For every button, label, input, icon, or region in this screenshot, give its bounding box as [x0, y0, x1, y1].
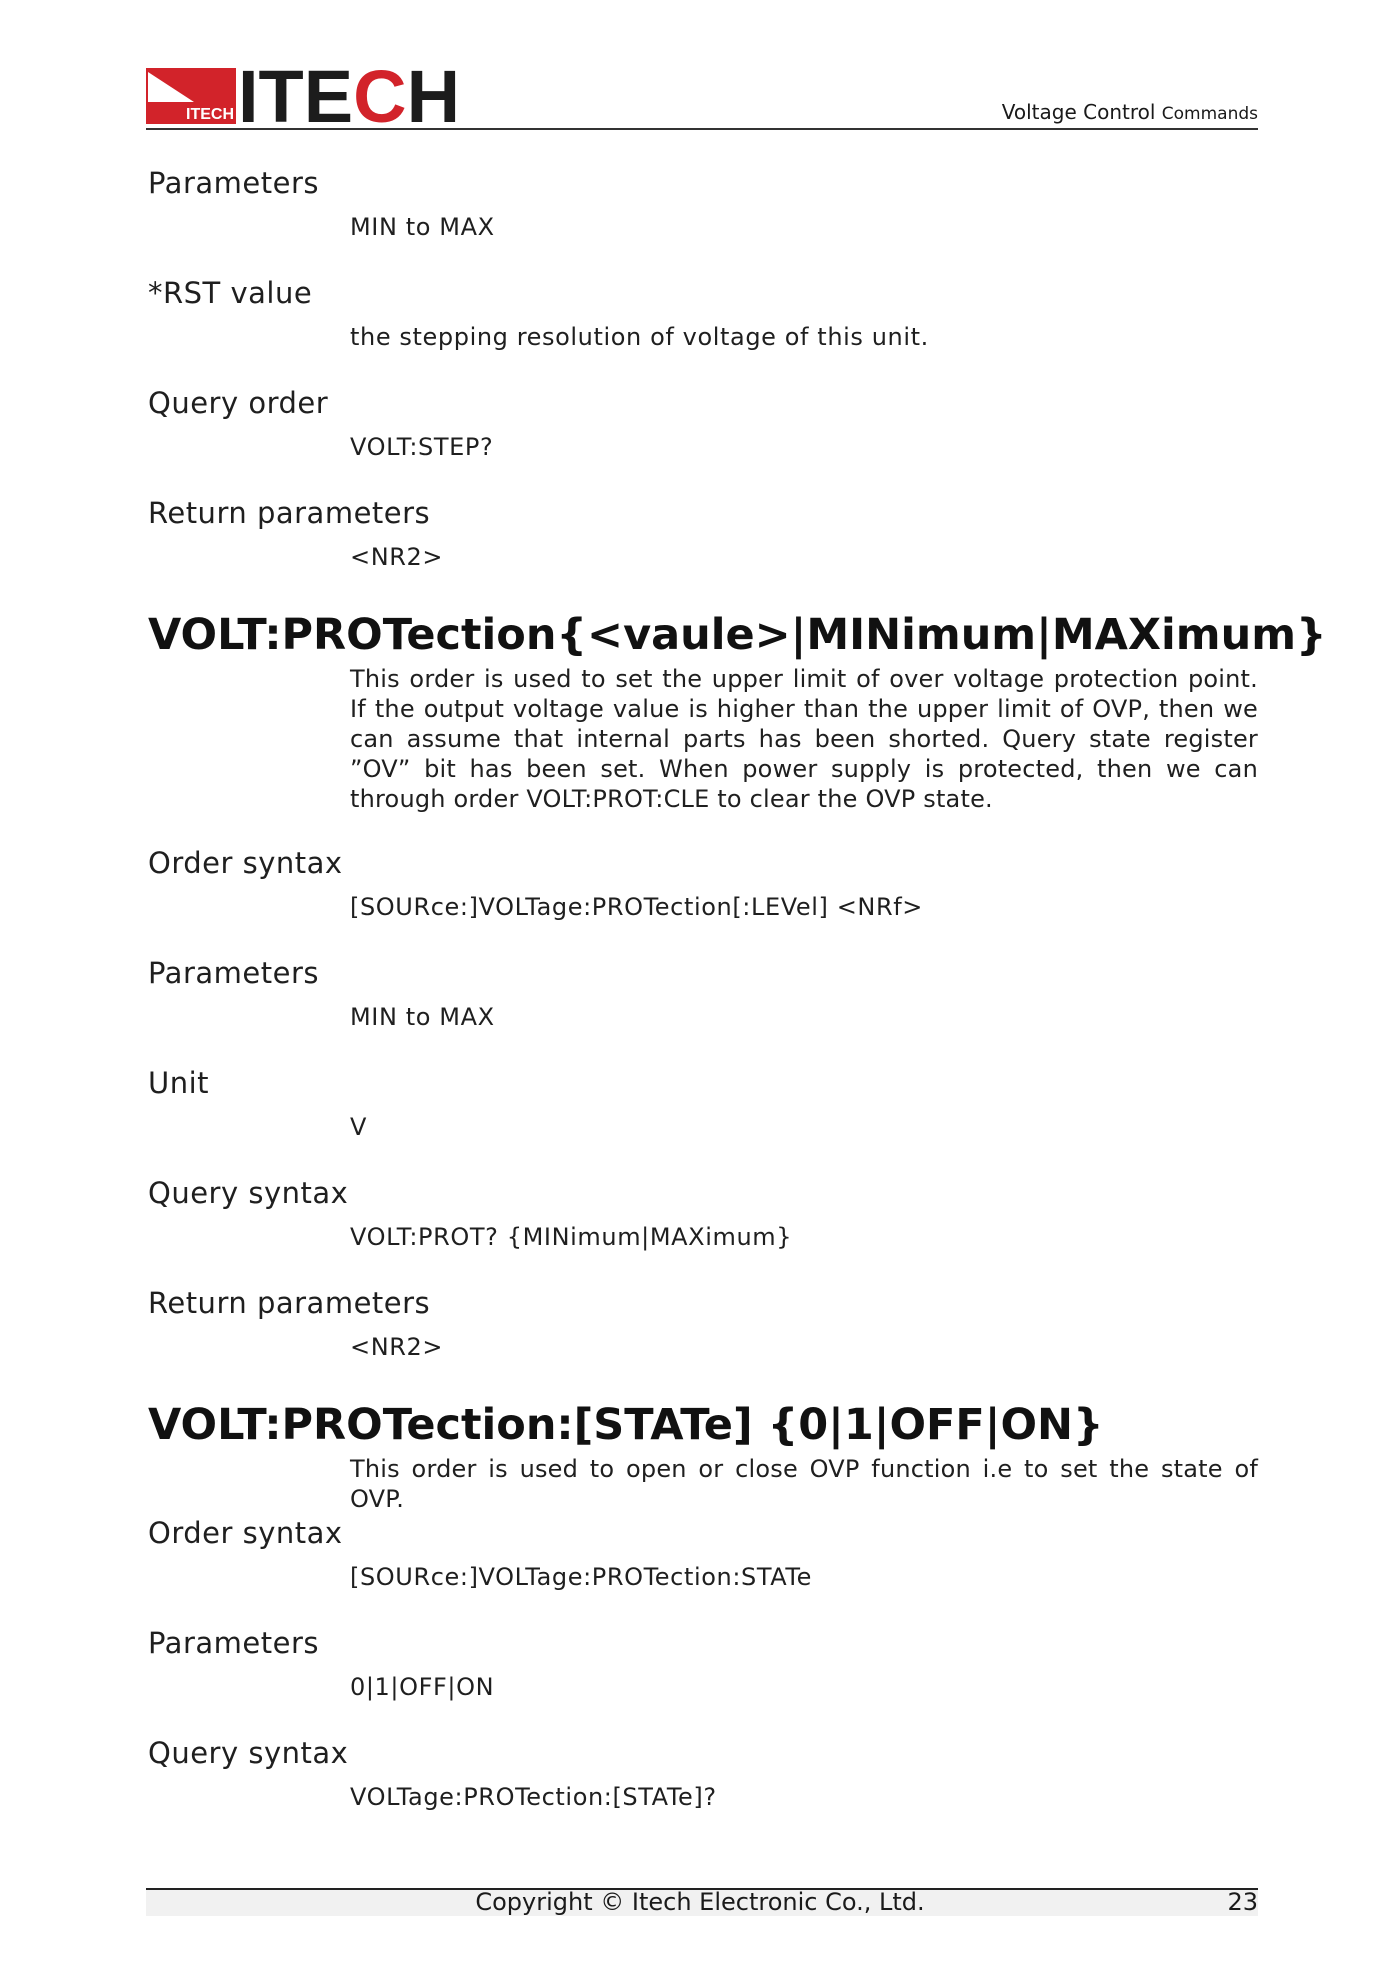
- state-parameters-value: 0|1|OFF|ON: [350, 1673, 495, 1701]
- prot-order-syntax-value: [SOURce:]VOLTage:PROTection[:LEVel] <NRf>: [350, 893, 923, 921]
- state-query-syntax-value: VOLTage:PROTection:[STATe]?: [350, 1783, 717, 1811]
- header-title: [1002, 100, 1258, 124]
- step-return-label: Return parameters: [148, 496, 431, 530]
- prot-unit-label: Unit: [148, 1066, 210, 1100]
- state-order-syntax-value: [SOURce:]VOLTage:PROTection:STATe: [350, 1563, 812, 1591]
- step-parameters-value: MIN to MAX: [350, 213, 495, 241]
- header-title-small: Commands: [1161, 104, 1258, 124]
- logo-flag-text: ITECH: [186, 106, 234, 123]
- state-query-syntax-label: Query syntax: [148, 1736, 349, 1770]
- footer-page-number: 23: [1227, 1888, 1258, 1916]
- prot-order-syntax-label: Order syntax: [148, 846, 343, 880]
- logo-brand-c: C: [353, 55, 407, 138]
- state-command-heading: VOLT:PROTection:[STATe] {0|1|OFF|ON}: [148, 1400, 1104, 1450]
- prot-unit-value: V: [350, 1113, 368, 1141]
- itech-logo: [146, 55, 461, 138]
- prot-query-syntax-label: Query syntax: [148, 1176, 349, 1210]
- step-return-value: <NR2>: [350, 543, 444, 571]
- prot-query-syntax-value: VOLT:PROT? {MINimum|MAXimum}: [350, 1223, 793, 1251]
- step-rst-value: the stepping resolution of voltage of this unit.: [350, 323, 929, 351]
- state-order-syntax-label: Order syntax: [148, 1516, 343, 1550]
- prot-description: This order is used to set the upper limit of over voltage protection point. If the output voltage value is higher than the upper limit of OVP, then we can assume that internal parts has been shorted. Query state register ”OV” bit has been set. When power supply is protected, then we can through order VOLT:PROT:CLE to clear the OVP state.: [350, 665, 1258, 813]
- prot-command-heading: VOLT:PROTection{<vaule>|MINimum|MAXimum}: [148, 610, 1327, 660]
- footer-copyright: Copyright © Itech Electronic Co., Ltd.: [475, 1888, 925, 1916]
- prot-return-value: <NR2>: [350, 1333, 444, 1361]
- prot-return-label: Return parameters: [148, 1286, 431, 1320]
- state-description: This order is used to open or close OVP function i.e to set the state of OVP.: [350, 1455, 1258, 1513]
- logo-brand-text: ITECH: [238, 55, 461, 138]
- prot-parameters-value: MIN to MAX: [350, 1003, 495, 1031]
- step-query-order-label: Query order: [148, 386, 329, 420]
- step-rst-label: *RST value: [148, 276, 313, 310]
- header-title-main: Voltage Control: [1001, 100, 1156, 124]
- state-parameters-label: Parameters: [148, 1626, 319, 1660]
- step-query-order-value: VOLT:STEP?: [350, 433, 494, 461]
- step-parameters-label: Parameters: [148, 166, 319, 200]
- itech-flag-icon: [146, 68, 236, 124]
- prot-parameters-label: Parameters: [148, 956, 319, 990]
- header-rule: [146, 128, 1258, 130]
